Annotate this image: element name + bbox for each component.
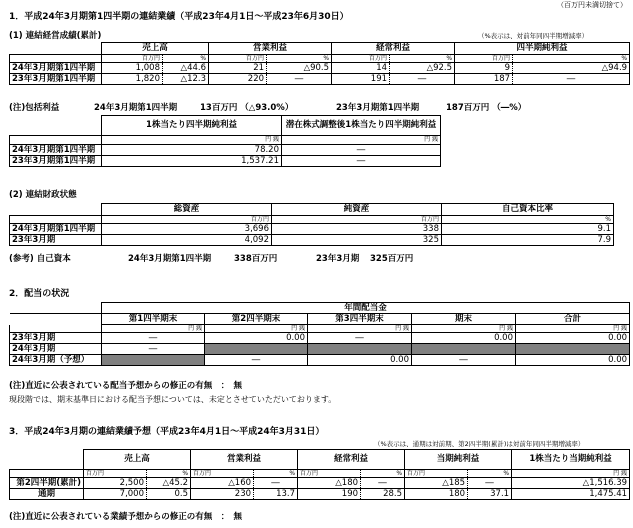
table-row: [10, 235, 614, 246]
cell: △94.9: [513, 63, 630, 74]
cell: ―: [205, 355, 308, 366]
table-row: [10, 145, 441, 156]
comp-income-period-2: 23年3月期第1四半期: [336, 103, 420, 113]
cell: ―: [412, 355, 516, 366]
section-3-title: 3．平成24年3月期の連結業績予想（平成23年4月1日～平成24年3月31日）: [9, 427, 325, 437]
unit: 百万円: [84, 470, 147, 478]
unit: %: [147, 470, 191, 478]
unit: 百万円: [102, 216, 272, 224]
cell: △160: [191, 478, 254, 489]
table-row: [10, 344, 630, 355]
equity-value-1: 338百万円: [234, 254, 278, 264]
dividend-note: (注)直近に公表されている配当予想からの修正の有無 ： 無: [9, 381, 243, 391]
cell: ―: [282, 145, 441, 156]
eps-corner: [10, 116, 102, 136]
row-label: 24年3月期第1四半期: [10, 224, 102, 235]
cell: ―: [513, 74, 630, 85]
cell: 37.1: [468, 489, 512, 500]
cell: △44.6: [163, 63, 209, 74]
cell: △45.2: [147, 478, 191, 489]
unit: %: [442, 216, 614, 224]
cell: 0.00: [308, 355, 412, 366]
cell: 0.00: [516, 333, 630, 344]
row-label: 第2四半期(累計): [10, 478, 84, 489]
cell: 0.00: [516, 355, 630, 366]
financial-position-table: [9, 203, 614, 246]
cell: 338: [272, 224, 442, 235]
cell: 0.00: [412, 333, 516, 344]
cell: ―: [254, 478, 298, 489]
cell: 1,475.41: [512, 489, 630, 500]
cell: ―: [361, 478, 405, 489]
comp-income-period-1: 24年3月期第1四半期: [94, 103, 178, 113]
table-row: [10, 333, 630, 344]
unit: 円 銭: [308, 325, 412, 333]
s1-heading: (1) 連結経営成績(累計): [9, 31, 102, 41]
cell: 28.5: [361, 489, 405, 500]
row-label: 23年3月期: [10, 235, 102, 246]
shaded-cell: [205, 344, 308, 355]
cell: △90.5: [267, 63, 332, 74]
cell: 1,537.21: [102, 156, 282, 167]
shaded-cell: [516, 344, 630, 355]
table-row: [10, 63, 630, 74]
cell: 191: [332, 74, 390, 85]
cell: △180: [298, 478, 361, 489]
shaded-cell: [102, 355, 205, 366]
section-2-title: 2．配当の状況: [9, 289, 70, 299]
cell: ―: [102, 333, 205, 344]
equity-label: (参考) 自己資本: [9, 254, 71, 264]
unit: %: [163, 55, 209, 63]
cell: 187: [455, 74, 513, 85]
equity-period-1: 24年3月期第1四半期: [128, 254, 212, 264]
hdr-q3-end: 第3四半期末: [308, 314, 412, 325]
div-corner: [10, 303, 102, 314]
cell: 220: [209, 74, 267, 85]
cell: 0.00: [205, 333, 308, 344]
unit: 百万円: [191, 470, 254, 478]
hdr-eps: 1株当たり四半期純利益: [102, 116, 282, 136]
cell: ―: [282, 156, 441, 167]
equity-value-2: 325百万円: [370, 254, 414, 264]
hdr-q2-end: 第2四半期末: [205, 314, 308, 325]
cell: 9.1: [442, 224, 614, 235]
comp-income-label: (注)包括利益: [9, 103, 60, 113]
hdr-fc-eps: 1株当たり当期純利益: [512, 450, 630, 470]
unit: 円 銭: [516, 325, 630, 333]
row-label: 24年3月期第1四半期: [10, 145, 102, 156]
equity-period-2: 23年3月期: [316, 254, 360, 264]
hdr-ordinary-income: 経常利益: [332, 43, 455, 55]
cell: 78.20: [102, 145, 282, 156]
unit: %: [468, 470, 512, 478]
eps-table: [9, 115, 441, 167]
s2-heading: (2) 連結財政状態: [9, 190, 77, 200]
dividends-table: [9, 302, 630, 366]
row-label: 23年3月期: [10, 333, 102, 344]
unit: 円 銭: [102, 136, 282, 145]
hdr-fc-sales: 売上高: [84, 450, 191, 470]
unit: %: [254, 470, 298, 478]
unit: %: [361, 470, 405, 478]
unit: %: [513, 55, 630, 63]
cell: 21: [209, 63, 267, 74]
hdr-total-assets: 総資産: [102, 204, 272, 216]
cell: ―: [308, 333, 412, 344]
fc-corner: [10, 450, 84, 470]
fp-unit-label: [10, 216, 102, 224]
shaded-cell: [308, 344, 412, 355]
forecast-table: [9, 449, 630, 500]
cell: △12.3: [163, 74, 209, 85]
unit: %: [390, 55, 455, 63]
cell: 14: [332, 63, 390, 74]
hdr-fc-operating-income: 営業利益: [191, 450, 298, 470]
unit: 百万円: [332, 55, 390, 63]
forecast-note: (注)直近に公表されている業績予想からの修正の有無 ： 無: [9, 512, 243, 522]
shaded-cell: [412, 344, 516, 355]
results-unit-label: [10, 55, 102, 63]
s1-pct-note: （%表示は、対前年同四半期増減率）: [478, 32, 589, 40]
cell: ―: [390, 74, 455, 85]
hdr-annual-dividends: 年間配当金: [102, 303, 630, 314]
row-label: 24年3月期第1四半期: [10, 63, 102, 74]
table-row: [10, 224, 614, 235]
hdr-sales: 売上高: [102, 43, 209, 55]
fp-corner: [10, 204, 102, 216]
unit: 百万円: [272, 216, 442, 224]
comp-income-value-2: 187百万円 （―%）: [446, 103, 527, 113]
row-label: 23年3月期第1四半期: [10, 74, 102, 85]
hdr-total: 合計: [516, 314, 630, 325]
comp-income-value-1: 13百万円 （△93.0%）: [200, 103, 294, 113]
hdr-net-assets: 純資産: [272, 204, 442, 216]
unit: 百万円: [405, 470, 468, 478]
table-row: [10, 156, 441, 167]
hdr-equity-ratio: 自己資本比率: [442, 204, 614, 216]
cell: 7.9: [442, 235, 614, 246]
cell: 3,696: [102, 224, 272, 235]
unit: 円 銭: [512, 470, 630, 478]
hdr-diluted-eps: 潜在株式調整後1株当たり四半期純利益: [282, 116, 441, 136]
row-label: 通期: [10, 489, 84, 500]
cell: 1,008: [102, 63, 163, 74]
cell: 180: [405, 489, 468, 500]
cell: ―: [102, 344, 205, 355]
div-corner-2: [10, 314, 102, 325]
results-table: [9, 42, 630, 85]
dividend-note-2: 現段階では、期末基準日における配当予想については、未定とさせていただいております。: [9, 395, 337, 404]
div-unit-label: [10, 325, 102, 333]
hdr-q1-end: 第1四半期末: [102, 314, 205, 325]
table-row: [10, 355, 630, 366]
unit: %: [267, 55, 332, 63]
hdr-year-end: 期末: [412, 314, 516, 325]
hdr-operating-income: 営業利益: [209, 43, 332, 55]
cell: △1,516.39: [512, 478, 630, 489]
unit: 百万円: [298, 470, 361, 478]
cell: 230: [191, 489, 254, 500]
cell: 190: [298, 489, 361, 500]
table-row: [10, 478, 630, 489]
cell: 9: [455, 63, 513, 74]
fc-unit-label: [10, 470, 84, 478]
unit: 円 銭: [102, 325, 205, 333]
cell: 1,820: [102, 74, 163, 85]
cell: 2,500: [84, 478, 147, 489]
unit: 円 銭: [205, 325, 308, 333]
results-corner: [10, 43, 102, 55]
row-label: 23年3月期第1四半期: [10, 156, 102, 167]
cell: ―: [267, 74, 332, 85]
cell: 4,092: [102, 235, 272, 246]
cell: 7,000: [84, 489, 147, 500]
cell: 13.7: [254, 489, 298, 500]
unit: 円 銭: [282, 136, 441, 145]
unit: 円 銭: [412, 325, 516, 333]
table-row: [10, 489, 630, 500]
section-1-title: 1．平成24年3月期第1四半期の連結業績（平成23年4月1日～平成23年6月30日）: [9, 12, 349, 22]
hdr-net-income: 四半期純利益: [455, 43, 630, 55]
row-label: 24年3月期: [10, 344, 102, 355]
eps-unit-label: [10, 136, 102, 145]
table-row: [10, 74, 630, 85]
cell: 0.5: [147, 489, 191, 500]
hdr-fc-ordinary-income: 経常利益: [298, 450, 405, 470]
cell: 325: [272, 235, 442, 246]
cell: △185: [405, 478, 468, 489]
s3-pct-note: （%表示は、通期は対前期、第2四半期(累計)は対前年同四半期増減率）: [374, 440, 585, 448]
row-label: 24年3月期（予想）: [10, 355, 102, 366]
unit: 百万円: [209, 55, 267, 63]
unit: 百万円: [102, 55, 163, 63]
cell: △92.5: [390, 63, 455, 74]
unit: 百万円: [455, 55, 513, 63]
cell: ―: [468, 478, 512, 489]
hdr-fc-net-income: 当期純利益: [405, 450, 512, 470]
unit-note: （百万円未満切捨て）: [557, 1, 627, 9]
